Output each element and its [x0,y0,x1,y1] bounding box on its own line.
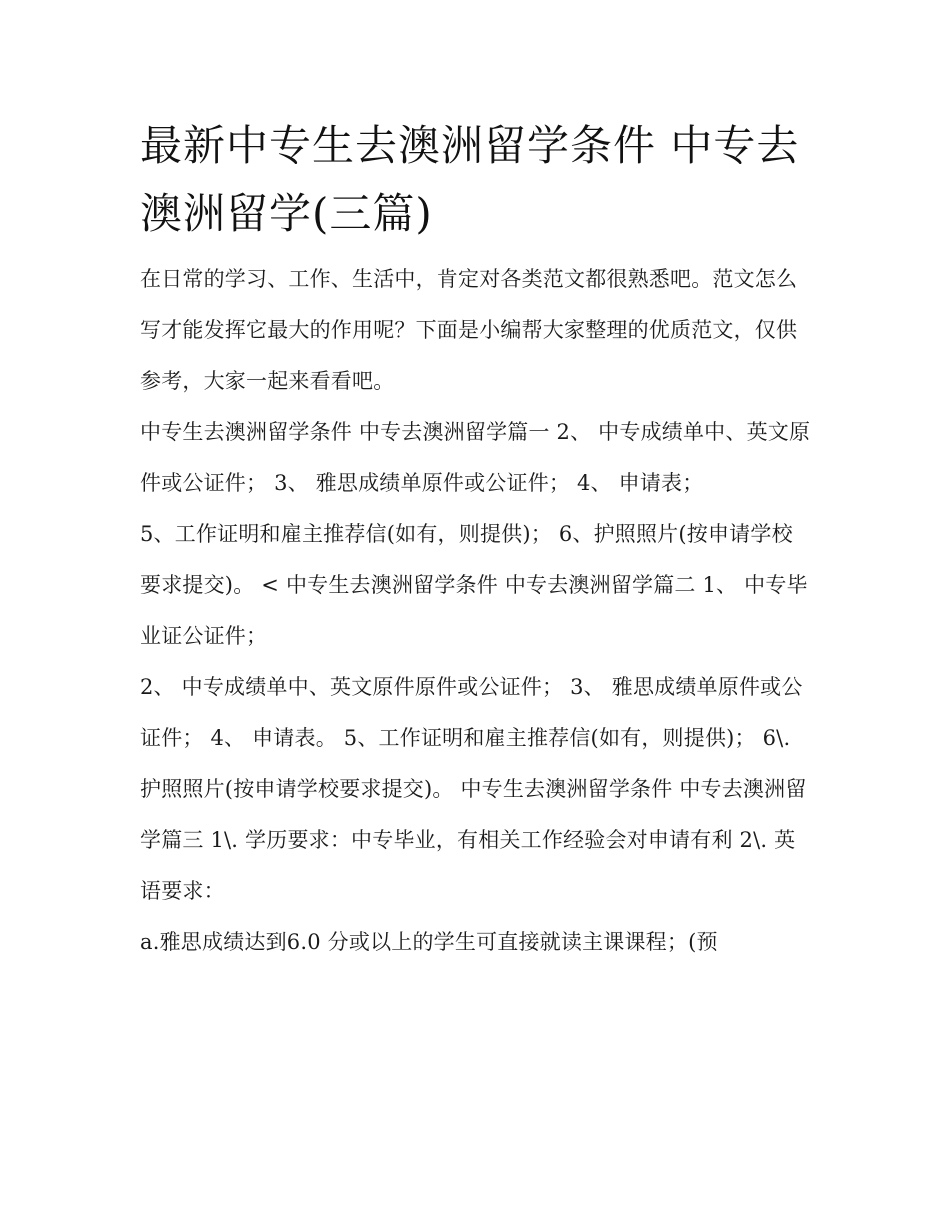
paragraph-part-three: 护照照片(按申请学校要求提交)。 中专生去澳洲留学条件 中专去澳洲留学篇三 1\. 学历要求：中专毕业，有相关工作经验会对申请有利 2\. 英语要求： [140,777,807,903]
paragraph-part-one: 中专生去澳洲留学条件 中专去澳洲留学篇一 2、 中专成绩单中、英文原件或公证件； 3、 雅思成绩单原件或公证件； 4、 申请表； [140,420,811,495]
document-body [140,254,812,968]
paragraph-intro: 在日常的学习、工作、生活中，肯定对各类范文都很熟悉吧。范文怎么写才能发挥它最大的作用呢？下面是小编帮大家整理的优质范文，仅供参考，大家一起来看看吧。 [140,267,798,393]
document-content [140,112,812,968]
paragraph-english-requirement: a.雅思成绩达到6.0 分或以上的学生可直接就读主课课程；(预 [140,930,718,954]
document-title: 最新中专生去澳洲留学条件 中专去澳洲留学(三篇) [140,121,800,238]
paragraph-part-two-continued: 2、 中专成绩单中、英文原件原件或公证件； 3、 雅思成绩单原件或公证件； 4、 申请表。 5、工作证明和雇主推荐信(如有，则提供)； 6\. [140,675,803,750]
paragraph-part-two: 5、工作证明和雇主推荐信(如有，则提供)； 6、护照照片(按申请学校要求提交)。 < 中专生去澳洲留学条件 中专去澳洲留学篇二 1、 中专毕业证公证件； [140,522,808,648]
